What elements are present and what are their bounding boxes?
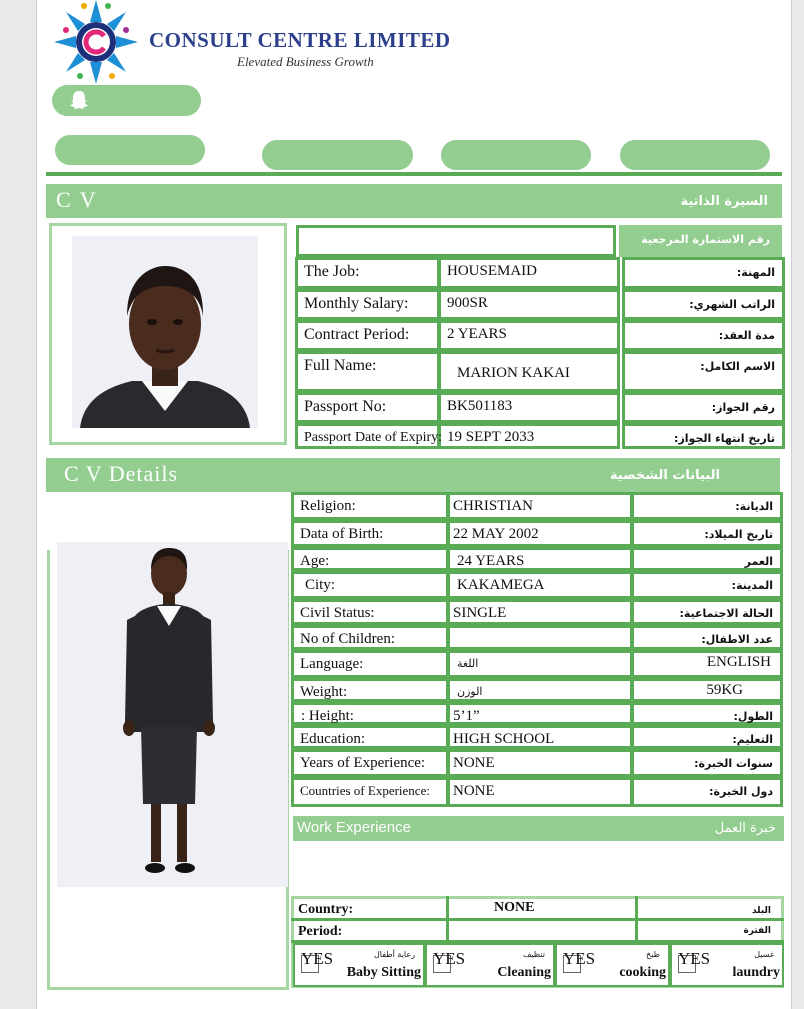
details-row-value: 5’1” <box>453 708 480 724</box>
nav-pill-1[interactable] <box>55 135 205 165</box>
details-row-value: CHRISTIAN <box>453 498 534 514</box>
cv-row-label: Full Name: <box>304 357 377 374</box>
details-row-label: Age: <box>300 553 330 569</box>
work-country-label: Country: <box>298 902 354 917</box>
cv-row-value: 19 SEPT 2033 <box>447 429 535 445</box>
details-row-value: NONE <box>453 783 495 799</box>
cv-row-value: MARION KAKAI <box>457 365 570 381</box>
work-country-ar: البلد <box>751 906 771 916</box>
cv-row-label: Passport Date of Expiry: <box>304 430 443 445</box>
cv-row-label: The Job: <box>304 263 360 280</box>
cv-header-bar <box>46 184 782 218</box>
ref-number-box <box>296 225 616 257</box>
ref-number-label-bar <box>619 225 782 257</box>
details-row-ar: الديانة: <box>735 500 773 513</box>
cv-row-ar: الراتب الشهري: <box>689 298 775 311</box>
skill-ar: طبخ <box>646 950 660 959</box>
work-vline-2 <box>635 896 638 943</box>
cv-title: C V <box>56 187 98 212</box>
company-tagline: Elevated Business Growth <box>237 54 374 69</box>
cv-row-ar: مدة العقد: <box>718 329 775 342</box>
details-row-label: Religion: <box>300 498 356 514</box>
headshot-photo <box>72 236 258 428</box>
details-title-ar: البيانات الشخصية <box>609 468 720 483</box>
details-row-ar: دول الخبرة: <box>709 785 773 798</box>
details-row-ar: الحالة الاجتماعية: <box>679 607 773 620</box>
details-row-value: SINGLE <box>453 605 507 621</box>
details-row-ar: تاريخ الميلاد: <box>704 528 773 541</box>
company-name: CONSULT CENTRE LIMITED <box>149 28 451 52</box>
social-pill-snapchat[interactable] <box>52 85 201 116</box>
ref-number-label-ar: رقم الاستمارة المرجعية <box>641 233 770 246</box>
details-row-label: Education: <box>300 731 365 747</box>
work-period-label: Period: <box>298 924 343 939</box>
details-row-value2: 59KG <box>706 682 743 698</box>
cv-row-value: 2 YEARS <box>447 326 507 342</box>
cv-row-ar: تاريخ انتهاء الجواز: <box>674 432 775 445</box>
details-table <box>291 492 783 810</box>
company-logo <box>51 0 141 86</box>
work-country-value: NONE <box>494 900 535 915</box>
details-row-label: Data of Birth: <box>300 526 384 542</box>
details-row-ar: عدد الاطفال: <box>701 633 773 646</box>
work-title: Work Experience <box>297 819 411 836</box>
cv-row-label: Monthly Salary: <box>304 295 409 312</box>
skill-label: cooking <box>619 965 666 980</box>
details-row-label: Civil Status: <box>300 605 375 621</box>
skill-answer: YES <box>433 949 466 968</box>
details-row-value: KAKAMEGA <box>457 577 545 593</box>
skill-label: Baby Sitting <box>346 965 421 980</box>
work-vline-1 <box>446 896 449 943</box>
details-row-ar: العمر <box>744 555 773 568</box>
cv-row-label: Contract Period: <box>304 326 410 343</box>
cv-row-ar: رقم الجواز: <box>711 401 775 414</box>
details-row-label: City: <box>305 577 336 593</box>
skill-label: laundry <box>732 965 780 980</box>
cv-row-ar: المهنة: <box>736 266 775 279</box>
details-title: C V Details <box>64 461 179 486</box>
work-period-ar: الفترة <box>743 926 771 936</box>
skill-label: Cleaning <box>497 965 551 980</box>
skill-ar: تنظيف <box>523 950 545 959</box>
work-title-ar: خبرة العمل <box>714 821 776 836</box>
cv-row-label: Passport No: <box>304 398 387 415</box>
cv-row-value: HOUSEMAID <box>447 263 537 279</box>
cv-row-value: BK501183 <box>447 398 513 414</box>
details-row-value: 24 YEARS <box>457 553 525 569</box>
cv-row-value: 900SR <box>447 295 488 311</box>
skill-ar: غسيل <box>754 950 774 959</box>
details-row-value: الوزن <box>457 685 483 698</box>
headshot-frame <box>49 223 287 445</box>
details-row-label: : Height: <box>301 708 354 724</box>
details-row-ar: الطول: <box>733 710 773 723</box>
details-row-value: NONE <box>453 755 495 771</box>
details-row-ar: المدينة: <box>731 579 773 592</box>
cv-row-ar: الاسم الكامل: <box>700 360 775 373</box>
details-row-ar: سنوات الخبرة: <box>694 757 773 770</box>
skill-answer: YES <box>678 949 711 968</box>
cv-title-ar: السيرة الذاتية <box>680 194 768 209</box>
details-row-value: 22 MAY 2002 <box>453 526 539 542</box>
details-row-value: اللغة <box>457 657 479 670</box>
details-row-ar: التعليم: <box>732 733 773 746</box>
details-row-label: Weight: <box>300 684 348 700</box>
details-row-label: Language: <box>300 656 364 672</box>
details-row-label: Years of Experience: <box>300 755 426 771</box>
work-line-1 <box>291 918 784 921</box>
cv-table <box>295 257 785 449</box>
details-row-value: HIGH SCHOOL <box>453 731 555 747</box>
skill-ar: رعاية أطفال <box>373 950 415 959</box>
details-row-label: Countries of Experience: <box>300 783 430 798</box>
skill-answer: YES <box>301 949 334 968</box>
nav-pill-4[interactable] <box>620 140 770 170</box>
skill-answer: YES <box>563 949 596 968</box>
fullbody-photo <box>57 542 288 887</box>
details-row-label: No of Children: <box>300 631 395 647</box>
nav-pill-3[interactable] <box>441 140 591 170</box>
snapchat-icon <box>70 90 88 115</box>
details-value-cell <box>447 625 633 650</box>
details-header-bar <box>46 458 780 492</box>
divider <box>46 172 782 176</box>
details-row-value2: ENGLISH <box>706 654 771 670</box>
cv-page <box>36 0 792 1009</box>
work-header-bar <box>293 816 784 841</box>
nav-pill-2[interactable] <box>262 140 413 170</box>
